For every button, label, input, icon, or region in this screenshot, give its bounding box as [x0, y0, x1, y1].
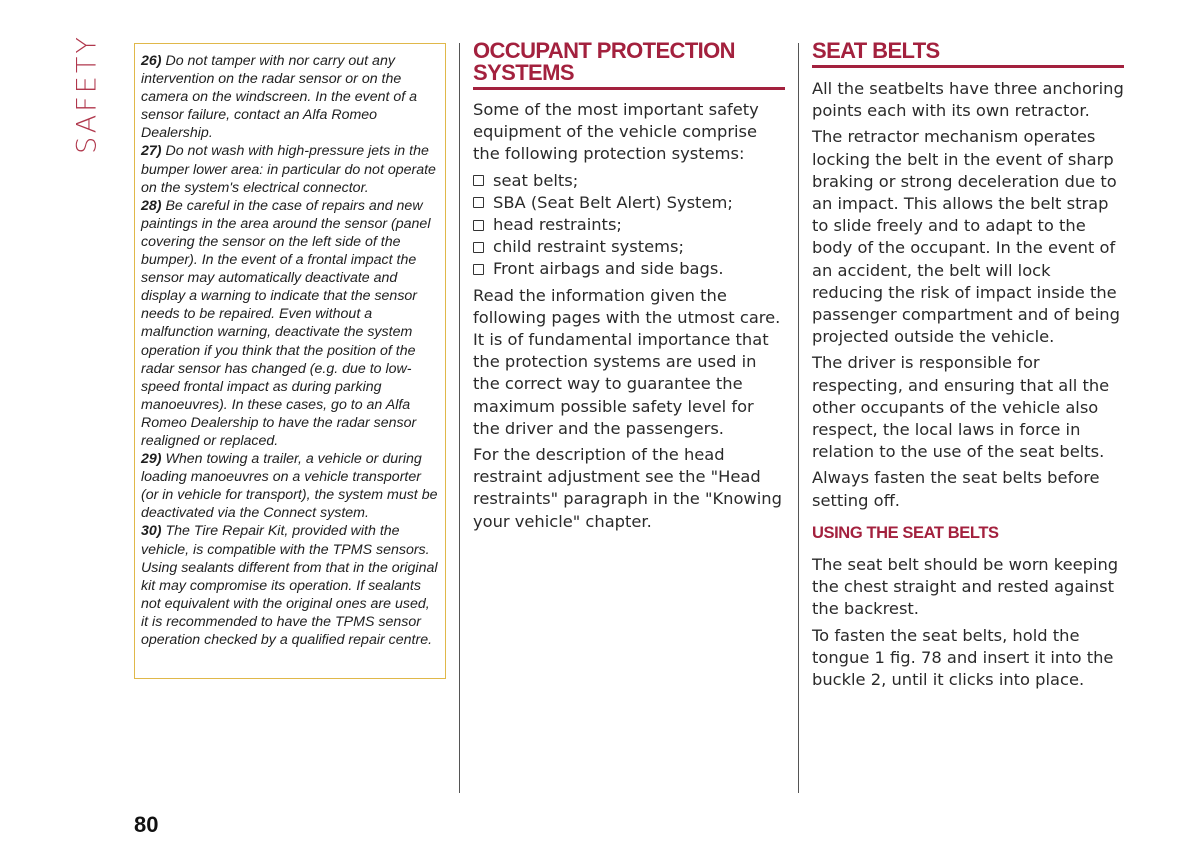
paragraph: Always fasten the seat belts before setting off.: [812, 468, 1100, 510]
checkbox-bullet-icon: [473, 264, 484, 275]
paragraph: Some of the most important safety equipment of the vehicle comprise the following protection systems:: [473, 100, 759, 164]
subheading: USING THE SEAT BELTS: [812, 523, 999, 542]
paragraph: To fasten the seat belts, hold the tongue 1 fig. 78 and insert it into the buckle 2, until it clicks into place.: [812, 625, 1114, 690]
paragraph: The retractor mechanism operates locking the belt in the event of sharp braking or strong deceleration due to an impact. This allows the belt strap to slide freely and to adapt to the body of the occupant. In the event of an accident, the belt will lock reducing the risk of impact inside the passenger compartment and of being projected outside the vehicle.: [812, 127, 1120, 347]
list-item-label: head restraints;: [493, 215, 622, 235]
list-item-label: SBA (Seat Belt Alert) System;: [493, 192, 733, 212]
occupant-protection-section: [473, 40, 785, 537]
list-item: [473, 214, 785, 236]
note-text: Do not wash with high-pressure jets in the bumper lower area: in particular do not operate on the system's electrical connector.: [141, 143, 436, 196]
list-item: [473, 192, 785, 214]
checkbox-bullet-icon: [473, 220, 484, 231]
note-text: Do not tamper with nor carry out any intervention on the radar sensor or on the camera on the windscreen. In the event of a sensor failure, contact an Alfa Romeo Dealership.: [141, 53, 418, 142]
list-item: [473, 170, 785, 192]
protection-systems-list: [473, 170, 785, 281]
note-number: 28): [141, 197, 162, 214]
note-item: [141, 522, 440, 649]
seat-belts-section: [812, 40, 1124, 695]
note-text: Be careful in the case of repairs and new paintings in the area around the sensor (panel covering the sensor on the left side of the bumper). In the event of a frontal impact the sensor may automatically deactivate and display a warning to indicate that the sensor needs to be repaired. Even without a malfunction warning, deactivate the system operation if you think that the position of the radar sensor has changed (e.g. due to low-speed frontal impact as during parking manoeuvres). In these cases, go to an Alfa Romeo Dealership to have the radar sensor realigned or replaced.: [141, 197, 431, 449]
note-text: When towing a trailer, a vehicle or during loading manoeuvres on a vehicle transporter (or in vehicle for transport), the system must be deactivated via the Connect system.: [141, 451, 438, 522]
note-text: The Tire Repair Kit, provided with the vehicle, is compatible with the TPMS sensors. Using sealants different from that in the original kit may compromise its operation. If sealants not equivalent with the original ones are used, it is recommended to have the TPMS sensor operation checked by a qualified repair centre.: [141, 523, 438, 648]
paragraph: All the seatbelts have three anchoring points each with its own retractor.: [812, 79, 1124, 121]
note-number: 26): [141, 53, 162, 69]
checkbox-bullet-icon: [473, 242, 484, 253]
note-number: 27): [141, 143, 162, 160]
paragraph: The seat belt should be worn keeping the chest straight and rested against the backrest.: [812, 555, 1119, 619]
column-divider: [798, 43, 799, 793]
section-tab-label: SAFETY: [71, 34, 103, 154]
note-item: [141, 142, 440, 196]
checkbox-bullet-icon: [473, 175, 484, 186]
heading-rule: [812, 65, 1124, 68]
note-item: [141, 197, 440, 450]
section-heading: OCCUPANT PROTECTION SYSTEMS: [473, 38, 735, 85]
list-item: [473, 236, 785, 258]
note-item: [141, 450, 440, 522]
list-item-label: seat belts;: [493, 170, 579, 190]
paragraph: For the description of the head restraint adjustment see the "Head restraints" paragraph in the "Knowing your vehicle" chapter.: [473, 445, 782, 531]
heading-rule: [473, 87, 785, 90]
note-number: 30): [141, 523, 162, 540]
list-item-label: child restraint systems;: [493, 237, 684, 257]
page-number: 80: [134, 812, 159, 837]
checkbox-bullet-icon: [473, 197, 484, 208]
section-heading: SEAT BELTS: [812, 38, 940, 63]
paragraph: The driver is responsible for respecting, and ensuring that all the other occupants of the vehicle also respect, the local laws in force in relation to the use of the seat belts.: [812, 353, 1110, 462]
note-number: 29): [141, 451, 162, 468]
notes-box: [134, 43, 446, 679]
section-tab: [70, 34, 104, 154]
paragraph: Read the information given the following pages with the utmost care. It is of fundamental importance that the protection systems are used in the correct way to guarantee the maximum possible safety level for the driver and the passengers.: [473, 285, 781, 438]
list-item: [473, 258, 785, 280]
note-item: [141, 52, 440, 142]
column-divider: [459, 43, 460, 793]
list-item-label: Front airbags and side bags.: [493, 259, 724, 279]
